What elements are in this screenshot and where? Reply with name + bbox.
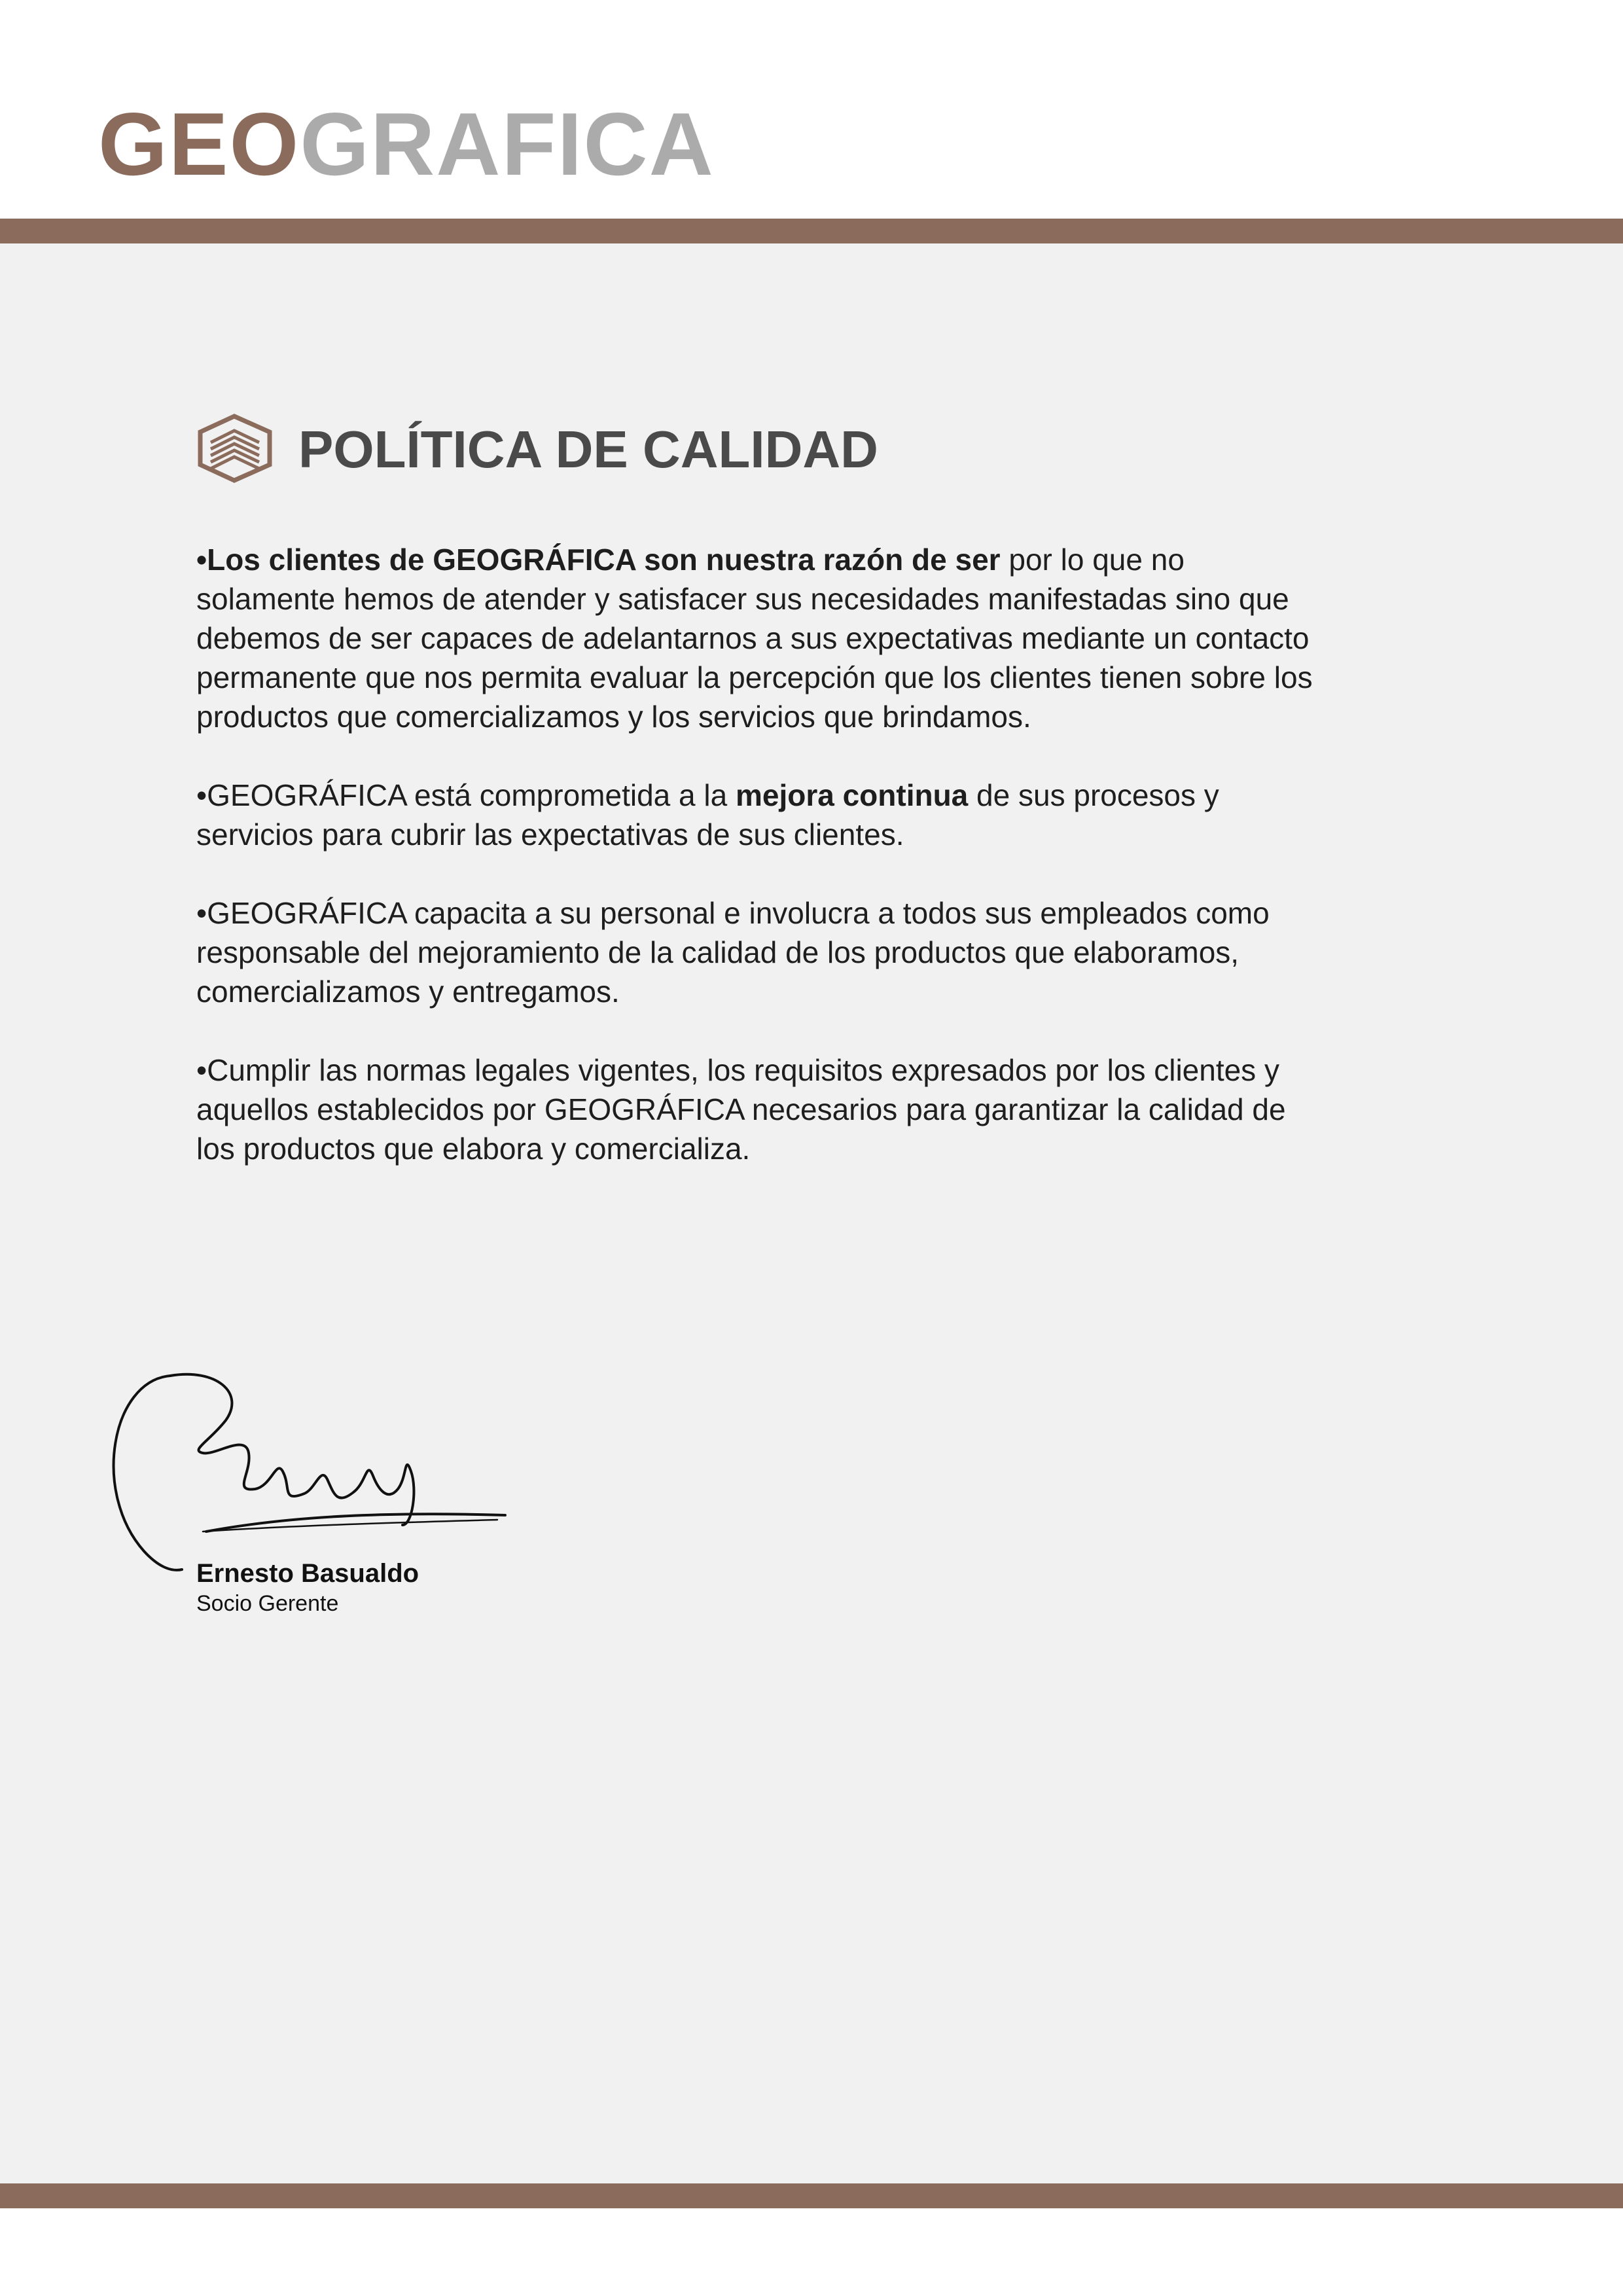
paragraph-1-text: por lo que no solamente hemos de atender y satisfacer sus necesidades manifestadas sino que debemos de ser capaces de adelantarnos a sus expectativas mediante un contacto permanente que nos permita evaluar la percepción que los clientes tienen sobre los productos que comercializamos y los servicios que brindamos. bbox=[196, 543, 1313, 734]
logo-part-grafica: GRAFICA bbox=[300, 94, 715, 194]
bottom-divider-band bbox=[0, 2183, 1623, 2208]
policy-body bbox=[196, 540, 1322, 1208]
paragraph-2-pre: •GEOGRÁFICA está comprometida a la bbox=[196, 778, 736, 812]
hexagon-logo-icon bbox=[196, 412, 275, 484]
footer bbox=[0, 2208, 1623, 2296]
document-body-area bbox=[0, 243, 1623, 2183]
paragraph-2-bold: mejora continua bbox=[735, 778, 969, 812]
page-title: POLÍTICA DE CALIDAD bbox=[298, 420, 878, 478]
company-logo bbox=[98, 92, 715, 196]
paragraph-1-bold-lead: •Los clientes de GEOGRÁFICA son nuestra razón de ser bbox=[196, 543, 1001, 577]
header bbox=[0, 0, 1623, 219]
paragraph-2-post: de sus procesos y servicios para cubrir las expectativas de sus clientes. bbox=[196, 778, 1219, 852]
policy-paragraph-3: •GEOGRÁFICA capacita a su personal e involucra a todos sus empleados como responsable del mejoramiento de la calidad de los productos que elaboramos, comercializamos y entregamos. bbox=[196, 896, 1270, 1009]
policy-paragraph-1 bbox=[196, 540, 1322, 736]
signature-image bbox=[105, 1368, 524, 1584]
signatory-role: Socio Gerente bbox=[196, 1591, 339, 1616]
signatory-name: Ernesto Basualdo bbox=[196, 1559, 419, 1588]
top-divider-band bbox=[0, 219, 1623, 243]
policy-paragraph-4: •Cumplir las normas legales vigentes, los requisitos expresados por los clientes y aquellos establecidos por GEOGRÁFICA necesarios para garantizar la calidad de los productos que elabora y comercializa. bbox=[196, 1053, 1286, 1166]
logo-part-geo: GEO bbox=[98, 94, 300, 194]
policy-paragraph-2 bbox=[196, 776, 1322, 854]
